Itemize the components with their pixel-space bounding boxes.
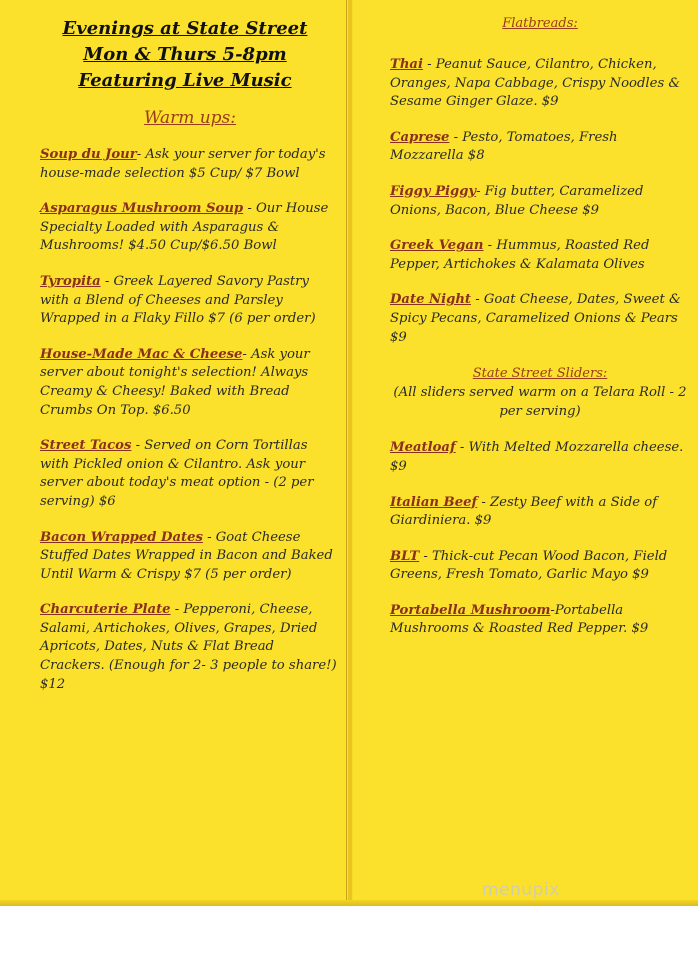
watermark: menupix bbox=[482, 880, 560, 900]
fold-line bbox=[348, 0, 351, 906]
item-name: Charcuterie Plate bbox=[40, 602, 171, 618]
item-desc: - Peanut Sauce, Cilantro, Chicken, Oranges, Napa Cabbage, Crispy Noodles & Sesame Ginger Glaze. $9 bbox=[390, 57, 681, 110]
menu-item bbox=[390, 548, 690, 585]
item-desc: - Pepperoni, Cheese, Salami, Artichokes, Olives, Grapes, Dried Apricots, Dates, Nuts & Flat Bread Crackers. (Enough for 2- 3 people to share!) $12 bbox=[40, 602, 337, 692]
item-name: Meatloaf bbox=[390, 440, 456, 456]
item-name: Bacon Wrapped Dates bbox=[40, 529, 203, 545]
section-title-flatbreads: Flatbreads: bbox=[502, 16, 578, 31]
menu-item bbox=[390, 602, 690, 639]
sliders-note: (All sliders served warm on a Telara Roll - 2 per serving) bbox=[393, 385, 687, 419]
header-line-1: Evenings at State Street bbox=[62, 18, 308, 39]
item-desc: - Our House Specialty Loaded with Asparagus & Mushrooms! $4.50 Cup/$6.50 Bowl bbox=[40, 201, 329, 254]
right-column bbox=[390, 14, 690, 656]
item-desc: - Thick-cut Pecan Wood Bacon, Field Greens, Fresh Tomato, Garlic Mayo $9 bbox=[390, 548, 668, 583]
header-line-3: Featuring Live Music bbox=[78, 70, 292, 91]
menu-item bbox=[40, 200, 340, 256]
item-name: Street Tacos bbox=[40, 438, 132, 454]
item-name: Greek Vegan bbox=[390, 238, 484, 254]
sheet-bottom-edge bbox=[0, 900, 698, 906]
item-name: Caprese bbox=[390, 129, 450, 145]
item-desc: - Served on Corn Tortillas with Pickled onion & Cilantro. Ask your server about today's meat option - (2 per serving) $6 bbox=[40, 438, 314, 509]
item-desc: - Ask your server for today's house-made selection $5 Cup/ $7 Bowl bbox=[40, 147, 326, 181]
item-desc: - Goat Cheese Stuffed Dates Wrapped in Bacon and Baked Until Warm & Crispy $7 (5 per order) bbox=[40, 529, 333, 582]
item-name: Italian Beef bbox=[390, 494, 478, 510]
menu-item bbox=[390, 494, 690, 531]
menu-item bbox=[40, 437, 340, 511]
left-column bbox=[40, 18, 340, 711]
menu-item bbox=[390, 237, 690, 274]
fold-shadow bbox=[346, 0, 347, 906]
item-name: Soup du Jour bbox=[40, 147, 137, 162]
menu-item bbox=[390, 291, 690, 347]
menu-item bbox=[40, 146, 340, 183]
item-desc: - Hummus, Roasted Red Pepper, Artichokes & Kalamata Olives bbox=[390, 238, 650, 272]
menu-item bbox=[390, 183, 690, 220]
section-title-sliders: State Street Sliders: bbox=[472, 366, 608, 382]
item-name: BLT bbox=[390, 548, 420, 564]
item-name: Asparagus Mushroom Soup bbox=[40, 201, 244, 217]
item-desc: - Fig butter, Caramelized Onions, Bacon, Blue Cheese $9 bbox=[390, 183, 644, 218]
item-name: House-Made Mac & Cheese bbox=[40, 346, 243, 362]
item-desc: - Zesty Beef with a Side of Giardiniera. $9 bbox=[390, 494, 658, 529]
item-desc: - Greek Layered Savory Pastry with a Blend of Cheeses and Parsley Wrapped in a Flaky Fillo $7 (6 per order) bbox=[40, 273, 316, 327]
item-name: Portabella Mushroom bbox=[390, 602, 551, 618]
item-name: Figgy Piggy bbox=[390, 183, 477, 199]
item-desc: - With Melted Mozzarella cheese. $9 bbox=[390, 440, 684, 474]
item-desc: -Portabella Mushrooms & Roasted Red Pepper. $9 bbox=[390, 602, 649, 637]
menu-item bbox=[390, 129, 690, 166]
menu-item bbox=[40, 346, 340, 420]
item-desc: - Goat Cheese, Dates, Sweet & Spicy Pecans, Caramelized Onions & Pears $9 bbox=[390, 292, 681, 345]
header-line-2: Mon & Thurs 5-8pm bbox=[83, 44, 287, 65]
section-title-warm-ups: Warm ups: bbox=[143, 108, 237, 128]
menu-item bbox=[390, 439, 690, 476]
menu-item bbox=[40, 601, 340, 694]
item-name: Thai bbox=[390, 57, 423, 72]
menu-item bbox=[40, 529, 340, 585]
menu-item bbox=[390, 56, 690, 112]
item-desc: - Pesto, Tomatoes, Fresh Mozzarella $8 bbox=[390, 129, 618, 164]
item-desc: - Ask your server about tonight's selection! Always Creamy & Cheesy! Baked with Bread Crumbs On Top. $6.50 bbox=[40, 346, 310, 418]
item-name: Date Night bbox=[390, 292, 472, 308]
menu-item bbox=[40, 273, 340, 329]
item-name: Tyropita bbox=[40, 273, 101, 289]
